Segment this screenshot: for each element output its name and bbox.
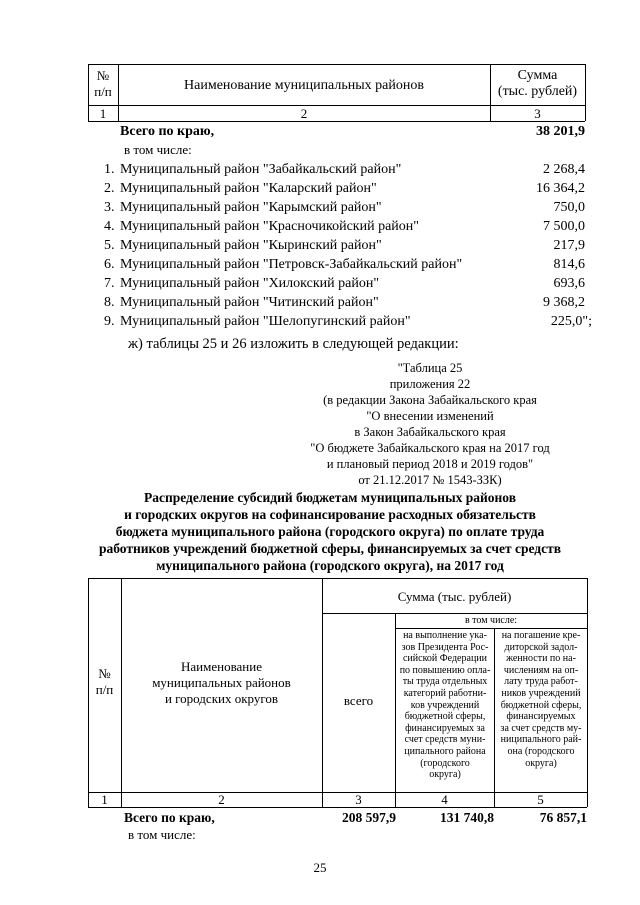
col-number-2: 2	[300, 106, 308, 121]
row-num: 4.	[104, 219, 115, 234]
col-number-3: 3	[534, 106, 541, 121]
row-name: Муниципальный район "Забайкальский район"	[120, 162, 402, 177]
col-number-5: 5	[537, 792, 544, 807]
total-col4-value: 131 740,8	[440, 810, 494, 825]
col-number-2: 2	[218, 792, 225, 807]
row-num: 2.	[104, 181, 115, 196]
reference-line: (в редакции Закона Забайкальского края	[323, 393, 537, 407]
row-name: Муниципальный район "Каларский район"	[120, 181, 377, 196]
reference-line: "О внесении изменений	[366, 409, 494, 423]
reference-line: "Таблица 25	[397, 361, 463, 375]
row-num: 3.	[104, 200, 115, 215]
heading-line: бюджета муниципального района (городского округа) по оплате труда	[115, 524, 545, 539]
heading-line: работников учреждений бюджетной сферы, финансируемых за счет средств	[98, 541, 562, 556]
col-number-3: 3	[355, 792, 362, 807]
heading-line: и городских округов на софинансирование расходных обязательств	[124, 507, 536, 522]
total-label: Всего по краю,	[124, 810, 215, 825]
reference-line: приложения 22	[389, 377, 471, 391]
row-num: 7.	[104, 276, 115, 291]
name-header: Наименование муниципальных районов и городских округов	[152, 659, 291, 706]
name-header: Наименование муниципальных районов	[184, 78, 424, 93]
sum-header: Сумма (тыс. рублей)	[497, 68, 578, 99]
total-value: 38 201,9	[536, 124, 585, 139]
sum-header: Сумма (тыс. рублей)	[397, 589, 512, 604]
col-number-1: 1	[99, 106, 107, 121]
row-value: 693,6	[553, 276, 585, 291]
total-col5-value: 76 857,1	[539, 810, 587, 825]
total-sub: в том числе:	[128, 827, 196, 842]
row-value: 217,9	[553, 238, 585, 253]
row-num: 8.	[104, 295, 115, 310]
row-value: 7 500,0	[543, 219, 585, 234]
num-header: № п/п	[95, 666, 114, 697]
total-sub: в том числе:	[124, 142, 192, 157]
row-num: 9.	[104, 314, 115, 329]
including-header: в том числе:	[464, 615, 518, 626]
row-name: Муниципальный район "Читинский район"	[120, 295, 379, 310]
row-name: Муниципальный район "Кыринский район"	[120, 238, 382, 253]
row-name: Муниципальный район "Карымский район"	[120, 200, 382, 215]
row-num: 1.	[104, 162, 115, 177]
row-value: 225,0";	[550, 314, 592, 329]
num-header: № п/п	[94, 68, 112, 99]
row-value: 814,6	[553, 257, 585, 272]
total-all-value: 208 597,9	[342, 810, 396, 825]
row-num: 5.	[104, 238, 115, 253]
row-name: Муниципальный район "Петровск-Забайкальский район"	[120, 257, 463, 272]
reference-line: и плановый период 2018 и 2019 годов"	[326, 457, 534, 471]
total-column-header: всего	[343, 693, 374, 708]
page-number: 25	[313, 860, 327, 875]
row-num: 6.	[104, 257, 115, 272]
row-value: 750,0	[553, 200, 585, 215]
reference-line: "О бюджете Забайкальского края на 2017 год	[310, 441, 550, 455]
row-value: 2 268,4	[543, 162, 585, 177]
col5-header: на погашение кре- диторской задол- женности по на- числениям на оп- лату труда работ- ников учреждений бюджетной сферы, финансируемых за счет средств му- ниципального рай- она (городского округа)	[500, 630, 582, 769]
heading-line: Распределение субсидий бюджетам муниципальных районов	[143, 490, 517, 505]
heading-line: муниципального района (городского округа), на 2017 год	[156, 558, 504, 573]
row-value: 9 368,2	[543, 295, 585, 310]
col-number-1: 1	[101, 792, 108, 807]
reference-line: в Закон Забайкальского края	[354, 425, 506, 439]
instruction-text: ж) таблицы 25 и 26 изложить в следующей редакции:	[128, 336, 459, 352]
col4-header: на выполнение ука- зов Президента Рос- сийской Федерации по повышению опла- ты труда отдельных категорий работни- ков учреждений бюджетной сферы, финансируемых за счет средств муни- ципального района (городского округа)	[399, 630, 491, 781]
row-name: Муниципальный район "Шелопугинский район"	[120, 314, 411, 329]
total-label: Всего по краю,	[120, 124, 215, 139]
reference-line: от 21.12.2017 № 1543-ЗЗК)	[358, 473, 502, 487]
col-number-4: 4	[441, 792, 448, 807]
row-value: 16 364,2	[536, 181, 585, 196]
row-name: Муниципальный район "Красночикойский район"	[120, 219, 419, 234]
row-name: Муниципальный район "Хилокский район"	[120, 276, 380, 291]
